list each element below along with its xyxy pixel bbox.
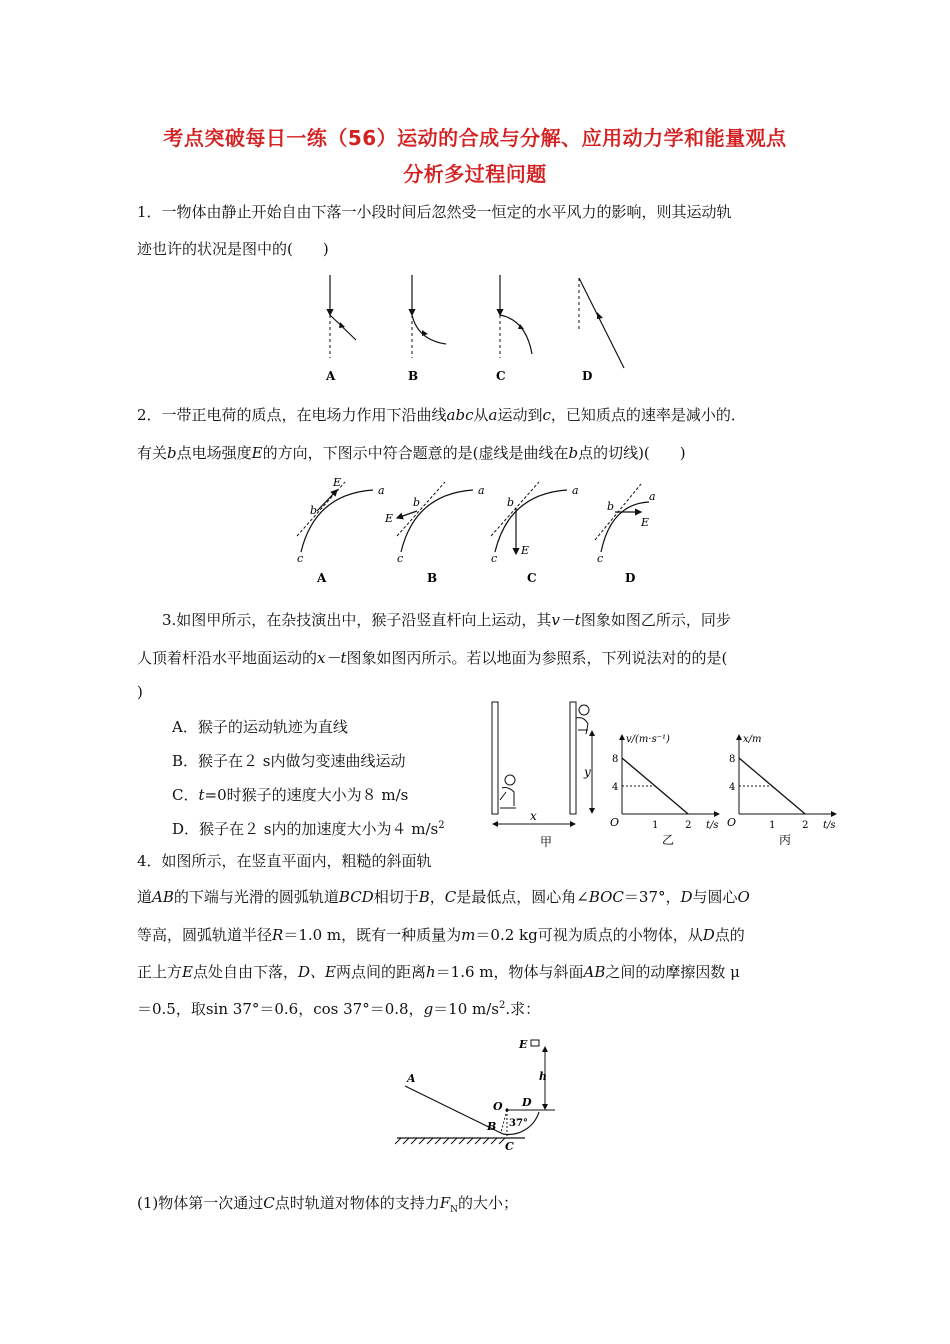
svg-text:E: E xyxy=(385,512,394,525)
q3-chart-bing xyxy=(725,728,837,850)
q4-text-line3: 等高，圆弧轨道半径R＝1.0 m，既有一种质量为m＝0.2 kg可视为质点的小物体，从D点的 xyxy=(137,926,745,944)
q2-text-line1: 2．一带正电荷的质点，在电场力作用下沿曲线abc从a运动到c，已知质点的速率是减小的． xyxy=(137,406,746,424)
svg-text:c: c xyxy=(491,552,498,565)
q4-figure xyxy=(395,1030,575,1160)
q1-option-c-trajectory xyxy=(500,275,532,358)
svg-text:a: a xyxy=(378,484,385,497)
q3-chart-yi xyxy=(608,728,720,850)
x-axis-label: t/s xyxy=(706,820,719,831)
y-axis-label: x/m xyxy=(743,734,762,745)
chart-title: 乙 xyxy=(662,833,675,847)
svg-text:b: b xyxy=(507,496,515,509)
q3-option-b: B．猴子在２ s内做匀变速曲线运动 xyxy=(172,752,406,770)
svg-text:A: A xyxy=(407,1072,416,1085)
svg-text:c: c xyxy=(597,552,604,565)
monkey-top-icon xyxy=(576,705,589,734)
q1-text-line1: 1．一物体由静止开始自由下落一小段时间后忽然受一恒定的水平风力的影响，则其运动轨 xyxy=(137,203,732,221)
svg-text:a: a xyxy=(572,484,579,497)
q4-text-line2: 道AB的下端与光滑的圆弧轨道BCD相切于B，C是最低点，圆心角∠BOC＝37°，D与圆心O xyxy=(137,888,750,906)
origin-label: O xyxy=(610,816,620,829)
y-tick-label: 8 xyxy=(612,754,619,765)
page-title-line2: 分析多过程问题 xyxy=(403,162,547,186)
q2-option-b xyxy=(384,482,485,565)
q3-text-line3: ) xyxy=(137,683,143,701)
svg-text:E: E xyxy=(519,1038,528,1051)
q1-label-d: D xyxy=(582,369,593,383)
svg-text:37°: 37° xyxy=(509,1118,528,1129)
x-tick-label: 2 xyxy=(685,820,692,831)
q3-option-c: C．t=0时猴子的速度大小为８ m/s xyxy=(172,786,409,804)
q4-text-line5: ＝0.5，取sin 37°＝0.6，cos 37°＝0.8，g＝10 $m/s^2$.求： xyxy=(137,1000,541,1018)
q1-option-d-trajectory xyxy=(579,278,624,368)
chart-title: 丙 xyxy=(779,833,792,847)
q2-label-d: D xyxy=(625,571,636,585)
svg-text:E: E xyxy=(521,544,530,557)
x-axis-arrow xyxy=(831,811,837,817)
q2-label-b: B xyxy=(427,571,438,585)
svg-text:B: B xyxy=(487,1120,497,1133)
svg-text:b: b xyxy=(413,496,421,509)
q1-figure xyxy=(300,270,650,390)
q4-text-line4: 正上方E点处自由下落，D、E两点间的距离h＝1.6 m，物体与斜面AB之间的动摩擦因数 μ xyxy=(137,963,740,981)
x-axis-arrow xyxy=(714,811,720,817)
y-axis-label: v/(m·s⁻¹) xyxy=(626,734,670,745)
svg-text:C: C xyxy=(505,1140,514,1153)
q3-text-line2: 人顶着杆沿水平地面运动的x－t图象如图丙所示。若以地面为参照系，下列说法对的的是( xyxy=(137,649,728,667)
svg-text:c: c xyxy=(297,552,304,565)
x-tick-label: 2 xyxy=(802,820,809,831)
svg-text:D: D xyxy=(522,1096,532,1109)
svg-text:E: E xyxy=(641,516,650,529)
q3-text-line1: 3.如图甲所示，在杂技演出中，猴子沿竖直杆向上运动，其v－t图象如图乙所示，同步 xyxy=(162,611,731,629)
q1-option-b-trajectory xyxy=(412,275,446,358)
y-axis-arrow xyxy=(736,734,742,740)
svg-text:E: E xyxy=(333,476,342,489)
svg-text:O: O xyxy=(493,1100,503,1113)
y-tick-label: 4 xyxy=(729,782,736,793)
svg-text:b: b xyxy=(607,500,615,513)
page-title: 考点突破每日一练（56）运动的合成与分解、应用动力学和能量观点 xyxy=(163,126,787,150)
x-tick-label: 1 xyxy=(652,820,659,831)
q1-option-a-trajectory xyxy=(330,275,356,358)
q2-label-a: A xyxy=(317,571,327,585)
origin-label: O xyxy=(727,816,737,829)
q4-sub1: (1)物体第一次通过C点时轨道对物体的支持力$F_N$的大小； xyxy=(137,1194,519,1215)
y-tick-label: 4 xyxy=(612,782,619,793)
y-axis-arrow xyxy=(619,734,625,740)
svg-text:甲: 甲 xyxy=(540,835,553,849)
q2-text-line2: 有关b点电场强度E的方向，下图示中符合题意的是(虚线是曲线在b点的切线)( ) xyxy=(137,444,686,462)
q1-text-line2: 迹也许的状况是图中的( ) xyxy=(137,240,329,258)
q2-label-c: C xyxy=(527,571,537,585)
q3-figure-jia xyxy=(488,700,608,852)
q1-label-c: C xyxy=(496,369,506,383)
q1-label-a: A xyxy=(326,369,336,383)
svg-text:a: a xyxy=(478,484,485,497)
q3-option-d: D．猴子在２ s内的加速度大小为４ $m/s^2$ xyxy=(172,820,445,838)
q3-option-a: A．猴子的运动轨迹为直线 xyxy=(172,718,348,736)
svg-text:y: y xyxy=(584,765,591,779)
monkey-icon xyxy=(500,775,516,808)
q1-label-b: B xyxy=(408,369,419,383)
y-tick-label: 8 xyxy=(729,754,736,765)
q2-option-a xyxy=(297,476,385,565)
svg-text:x: x xyxy=(530,809,537,823)
svg-text:h: h xyxy=(539,1070,547,1083)
svg-text:a: a xyxy=(649,490,656,503)
q2-figure xyxy=(285,474,675,589)
svg-text:c: c xyxy=(397,552,404,565)
q4-text-line1: 4．如图所示，在竖直平面内，粗糙的斜面轨 xyxy=(137,852,432,870)
x-axis-label: t/s xyxy=(823,820,836,831)
q2-option-d xyxy=(595,484,656,565)
q2-option-c xyxy=(491,482,579,565)
svg-text:b: b xyxy=(310,504,318,517)
x-tick-label: 1 xyxy=(769,820,776,831)
